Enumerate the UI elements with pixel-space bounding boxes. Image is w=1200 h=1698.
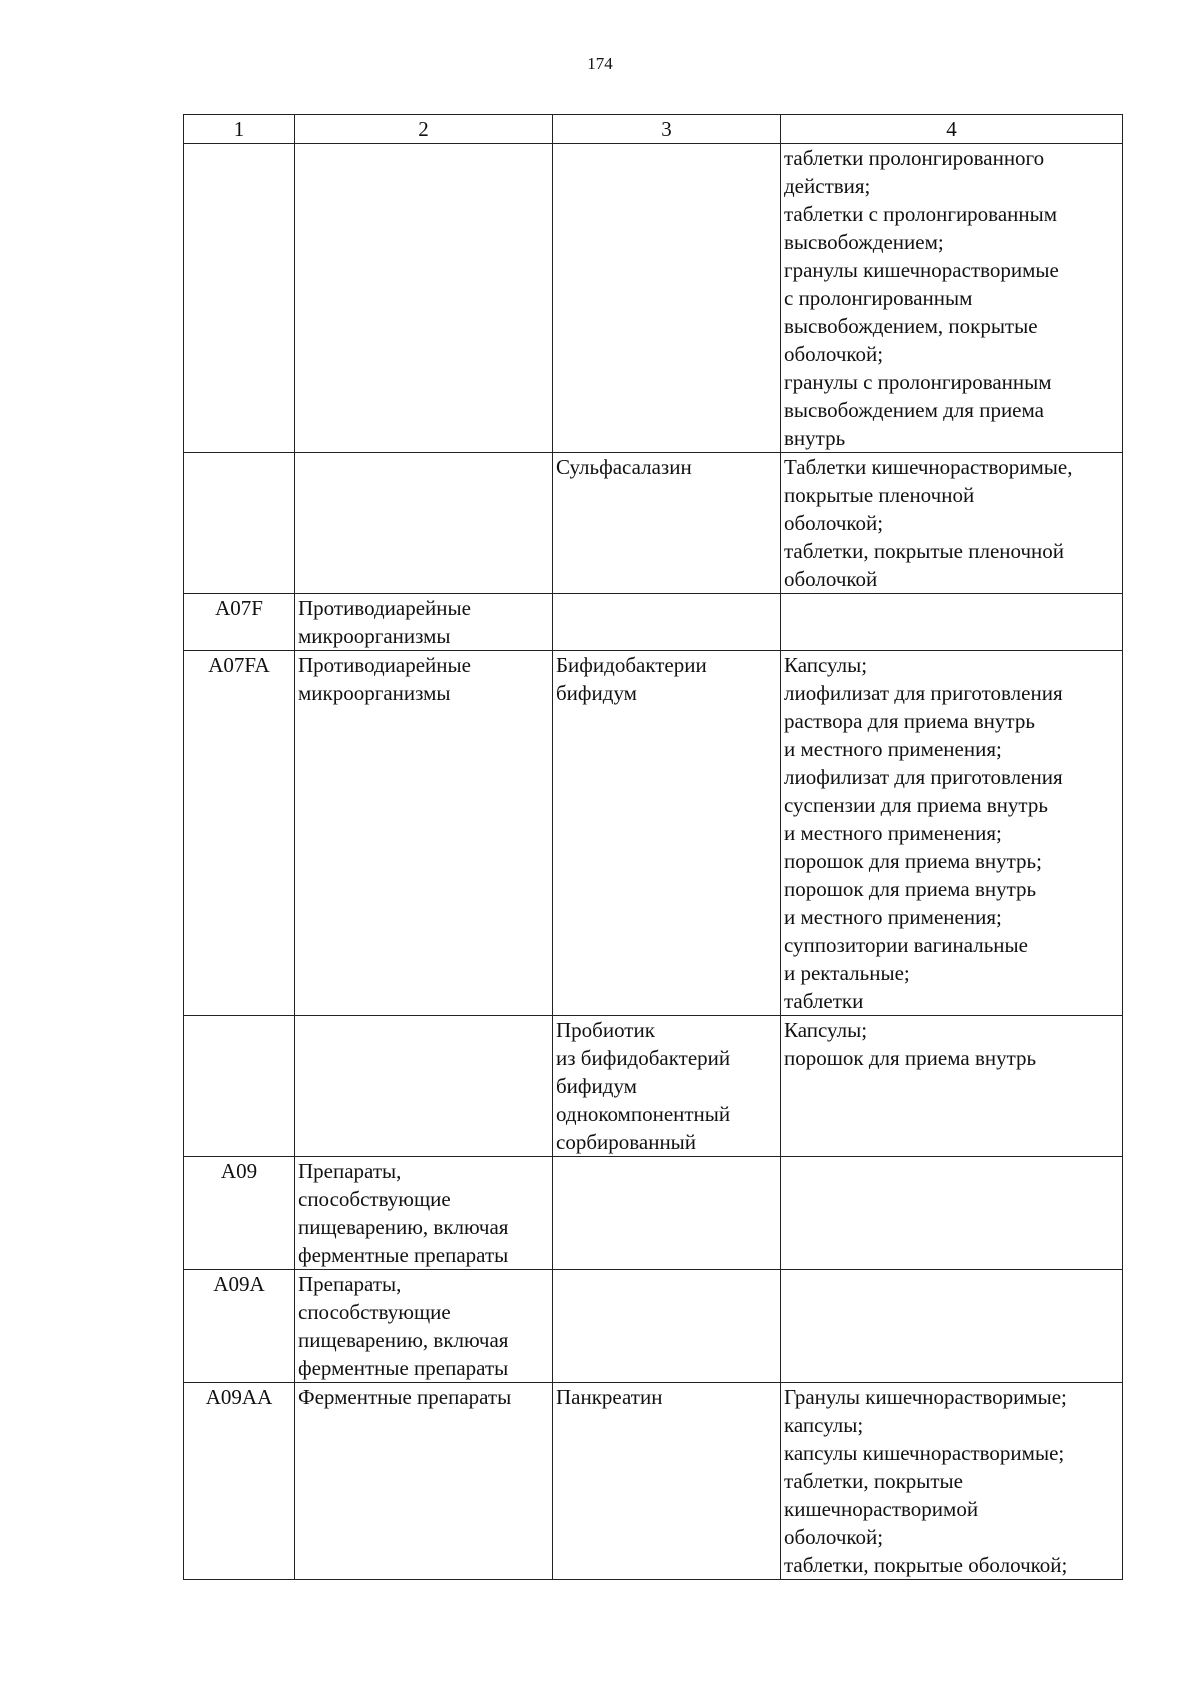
dosage-forms-line: покрытые пленочной — [784, 483, 975, 507]
group-name-cell — [295, 594, 553, 651]
dosage-forms-line: с пролонгированным — [784, 286, 973, 310]
dosage-forms-line: суппозитории вагинальные — [784, 933, 1028, 957]
drug-name-line: из бифидобактерий — [556, 1046, 731, 1070]
dosage-forms-line: действия; — [784, 174, 871, 198]
dosage-forms-line: порошок для приема внутрь; — [784, 849, 1042, 873]
table-row — [184, 651, 1123, 1016]
dosage-forms-line: оболочкой; — [784, 511, 884, 535]
dosage-forms-line: Капсулы; — [784, 1018, 868, 1042]
atc-code-cell: A07FA — [184, 651, 295, 1016]
dosage-forms-line: лиофилизат для приготовления — [784, 765, 1063, 789]
dosage-forms-line: суспензии для приема внутрь — [784, 793, 1048, 817]
dosage-forms-line: кишечнорастворимой — [784, 1497, 979, 1521]
dosage-forms-line: раствора для приема внутрь — [784, 709, 1035, 733]
dosage-forms-line: внутрь — [784, 426, 846, 450]
page-number: 174 — [587, 54, 613, 73]
drug-classification-table — [183, 114, 1123, 1580]
drug-name-cell — [553, 1016, 781, 1157]
dosage-forms-line: порошок для приема внутрь — [784, 877, 1037, 901]
table-row — [184, 1383, 1123, 1580]
group-name-line: способствующие — [298, 1300, 451, 1324]
drug-name-line: бифидум — [556, 1074, 637, 1098]
dosage-forms-line: высвобождением; — [784, 230, 944, 254]
group-name-line: Препараты, — [298, 1272, 402, 1296]
dosage-forms-line: порошок для приема внутрь — [784, 1046, 1037, 1070]
drug-name-cell — [553, 453, 781, 594]
drug-name-line: Бифидобактерии — [556, 653, 707, 677]
atc-code-cell: A09AA — [184, 1383, 295, 1580]
table-row — [184, 1016, 1123, 1157]
drug-name-cell — [553, 1157, 781, 1270]
dosage-forms-line: таблетки пролонгированного — [784, 146, 1045, 170]
group-name-line: способствующие — [298, 1187, 451, 1211]
drug-name-line: Пробиотик — [556, 1018, 655, 1042]
group-name-line: ферментные препараты — [298, 1356, 509, 1380]
dosage-forms-cell — [781, 594, 1123, 651]
dosage-forms-line: капсулы кишечнорастворимые; — [784, 1441, 1065, 1465]
group-name-cell — [295, 1016, 553, 1157]
drug-name-line: Сульфасалазин — [556, 455, 692, 479]
atc-code-cell — [184, 144, 295, 453]
dosage-forms-line: высвобождением для приема — [784, 398, 1044, 422]
dosage-forms-line: Гранулы кишечнорастворимые; — [784, 1385, 1067, 1409]
dosage-forms-cell — [781, 1016, 1123, 1157]
dosage-forms-cell — [781, 144, 1123, 453]
dosage-forms-line: оболочкой; — [784, 1525, 884, 1549]
dosage-forms-line: и местного применения; — [784, 821, 1002, 845]
drug-name-line: однокомпонентный — [556, 1102, 731, 1126]
table-body — [184, 144, 1123, 1580]
group-name-cell — [295, 1270, 553, 1383]
atc-code-cell: A07F — [184, 594, 295, 651]
column-header-1: 1 — [184, 115, 295, 144]
group-name-cell — [295, 651, 553, 1016]
group-name-cell — [295, 144, 553, 453]
group-name-line: микроорганизмы — [298, 681, 451, 705]
dosage-forms-line: гранулы с пролонгированным — [784, 370, 1052, 394]
dosage-forms-cell — [781, 1157, 1123, 1270]
dosage-forms-cell — [781, 1383, 1123, 1580]
drug-name-line: сорбированный — [556, 1130, 697, 1154]
table-row — [184, 144, 1123, 453]
column-header-4: 4 — [781, 115, 1123, 144]
atc-code-cell: A09A — [184, 1270, 295, 1383]
drug-name-cell — [553, 651, 781, 1016]
table-row — [184, 453, 1123, 594]
drug-name-cell — [553, 1383, 781, 1580]
atc-code-cell — [184, 453, 295, 594]
column-header-3: 3 — [553, 115, 781, 144]
group-name-line: Препараты, — [298, 1159, 402, 1183]
column-header-2: 2 — [295, 115, 553, 144]
drug-name-line: бифидум — [556, 681, 637, 705]
dosage-forms-line: таблетки, покрытые — [784, 1469, 963, 1493]
group-name-line: пищеварению, включая — [298, 1328, 509, 1352]
dosage-forms-line: и ректальные; — [784, 961, 910, 985]
drug-name-cell — [553, 1270, 781, 1383]
dosage-forms-line: капсулы; — [784, 1413, 864, 1437]
dosage-forms-line: оболочкой; — [784, 342, 884, 366]
dosage-forms-line: и местного применения; — [784, 737, 1002, 761]
table-row — [184, 1270, 1123, 1383]
dosage-forms-line: лиофилизат для приготовления — [784, 681, 1063, 705]
group-name-cell — [295, 1383, 553, 1580]
atc-code-cell — [184, 1016, 295, 1157]
table-header-row — [184, 115, 1123, 144]
group-name-line: микроорганизмы — [298, 624, 451, 648]
dosage-forms-cell — [781, 651, 1123, 1016]
dosage-forms-line: Таблетки кишечнорастворимые, — [784, 455, 1073, 479]
dosage-forms-line: и местного применения; — [784, 905, 1002, 929]
dosage-forms-line: таблетки с пролонгированным — [784, 202, 1058, 226]
group-name-line: ферментные препараты — [298, 1243, 509, 1267]
group-name-line: Противодиарейные — [298, 596, 471, 620]
group-name-cell — [295, 453, 553, 594]
dosage-forms-line: таблетки, покрытые пленочной — [784, 539, 1065, 563]
drug-name-cell — [553, 144, 781, 453]
group-name-cell — [295, 1157, 553, 1270]
group-name-line: Противодиарейные — [298, 653, 471, 677]
atc-code-cell: A09 — [184, 1157, 295, 1270]
dosage-forms-line: оболочкой — [784, 567, 878, 591]
group-name-line: Ферментные препараты — [298, 1385, 512, 1409]
dosage-forms-line: таблетки, покрытые оболочкой; — [784, 1553, 1068, 1577]
group-name-line: пищеварению, включая — [298, 1215, 509, 1239]
dosage-forms-line: гранулы кишечнорастворимые — [784, 258, 1059, 282]
dosage-forms-line: таблетки — [784, 989, 864, 1013]
dosage-forms-line: Капсулы; — [784, 653, 868, 677]
dosage-forms-cell — [781, 453, 1123, 594]
dosage-forms-line: высвобождением, покрытые — [784, 314, 1038, 338]
table-row — [184, 594, 1123, 651]
drug-name-cell — [553, 594, 781, 651]
drug-name-line: Панкреатин — [556, 1385, 663, 1409]
dosage-forms-cell — [781, 1270, 1123, 1383]
table-row — [184, 1157, 1123, 1270]
